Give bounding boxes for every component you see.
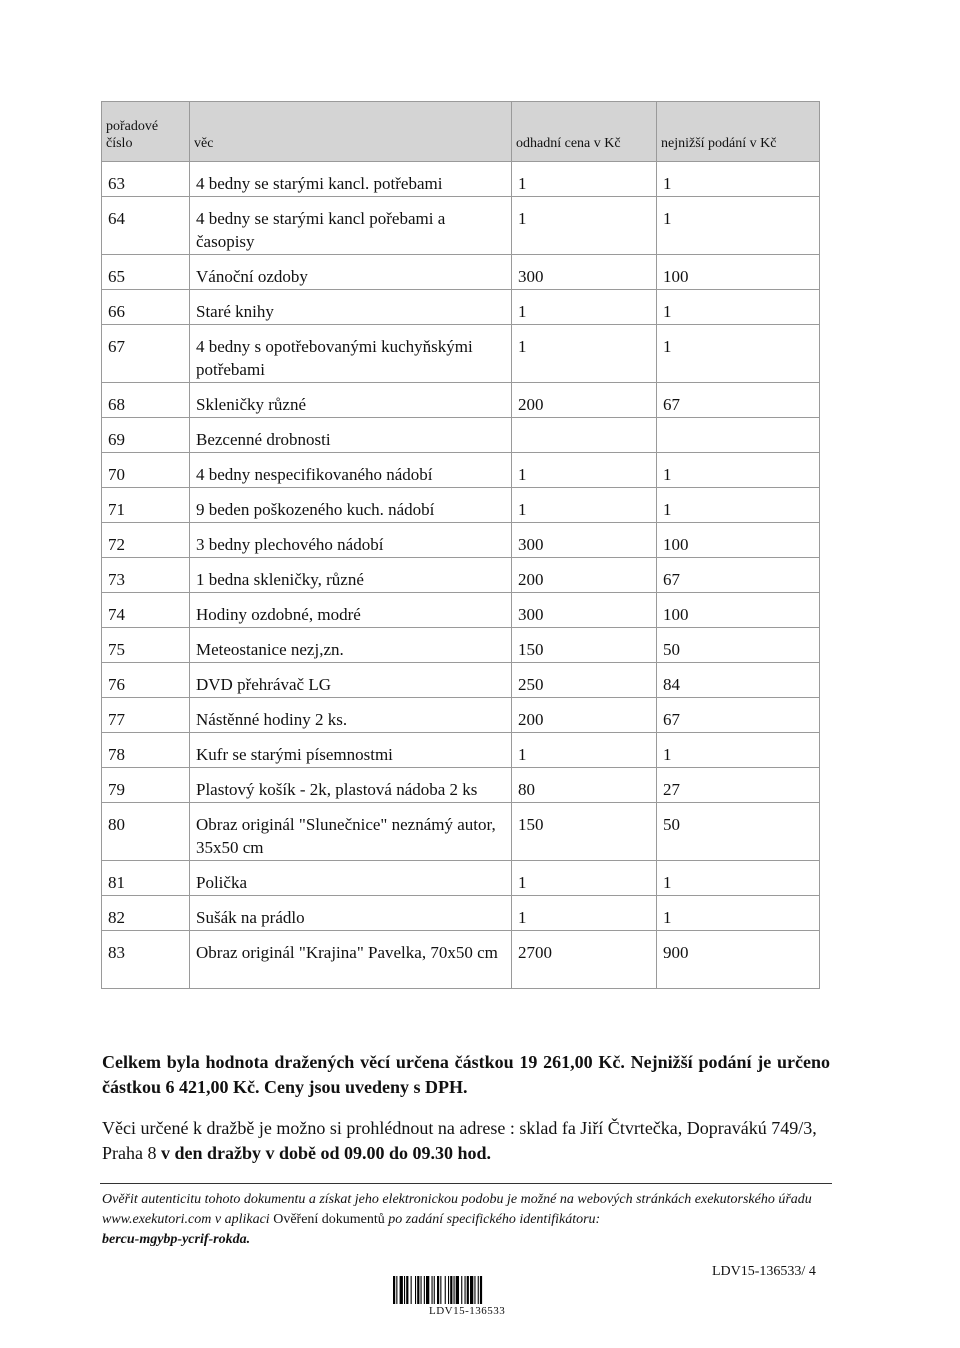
- barcode-bar: [440, 1276, 441, 1304]
- header-item-number: pořadové číslo: [102, 102, 190, 162]
- item-description: DVD přehrávač LG: [190, 663, 512, 698]
- barcode-bar: [411, 1276, 412, 1304]
- verification-text: Ověřit autenticitu tohoto dokumentu a získat jeho elektronickou podobu je možné na webových stránkách exekutorského úřadu www.exekutori.com v aplikaci: [102, 1192, 812, 1227]
- item-description: Sušák na prádlo: [190, 896, 512, 931]
- table-row: [102, 523, 820, 558]
- table-row: [102, 290, 820, 325]
- item-description: Hodiny ozdobné, modré: [190, 593, 512, 628]
- barcode-bar: [465, 1276, 466, 1304]
- item-number: 80: [102, 803, 190, 861]
- barcode-bar: [400, 1276, 403, 1304]
- item-description: 1 bedna skleničky, různé: [190, 558, 512, 593]
- table-row: [102, 768, 820, 803]
- item-number: 69: [102, 418, 190, 453]
- viewing-info-paragraph: [102, 1116, 830, 1166]
- item-description: 4 bedny s opotřebovanými kuchyňskými potřebami: [190, 325, 512, 383]
- item-number: 65: [102, 255, 190, 290]
- barcode-bar: [467, 1276, 469, 1304]
- minimum-bid: 1: [657, 861, 820, 896]
- item-number: 79: [102, 768, 190, 803]
- estimate-price: 150: [512, 803, 657, 861]
- verification-text-2: po zadání specifického identifikátoru:: [388, 1212, 601, 1227]
- barcode-bar: [406, 1276, 408, 1304]
- table-row: [102, 861, 820, 896]
- item-description: Meteostanice nezj,zn.: [190, 628, 512, 663]
- table-row: [102, 558, 820, 593]
- minimum-bid: 100: [657, 593, 820, 628]
- table-row: [102, 628, 820, 663]
- item-number: 64: [102, 197, 190, 255]
- estimate-price: [512, 418, 657, 453]
- minimum-bid: 100: [657, 255, 820, 290]
- estimate-price: 1: [512, 733, 657, 768]
- estimate-price: 200: [512, 698, 657, 733]
- item-description: Obraz originál "Slunečnice" neznámý autor, 35x50 cm: [190, 803, 512, 861]
- item-description: 3 bedny plechového nádobí: [190, 523, 512, 558]
- minimum-bid: 1: [657, 896, 820, 931]
- summary-paragraph: Celkem byla hodnota dražených věcí určena částkou 19 261,00 Kč. Nejnižší podání je určeno částkou 6 421,00 Kč. Ceny jsou uvedeny s DPH.: [102, 1052, 830, 1097]
- barcode-bar: [456, 1276, 459, 1304]
- item-number: 70: [102, 453, 190, 488]
- barcode-bar: [434, 1276, 435, 1304]
- barcode-bar: [404, 1276, 405, 1304]
- barcode-bar: [448, 1276, 449, 1304]
- item-number: 82: [102, 896, 190, 931]
- header-item: věc: [190, 102, 512, 162]
- item-number: 74: [102, 593, 190, 628]
- table-row: [102, 488, 820, 523]
- estimate-price: 200: [512, 558, 657, 593]
- barcode-bar: [480, 1276, 482, 1304]
- minimum-bid: 67: [657, 383, 820, 418]
- minimum-bid: 1: [657, 325, 820, 383]
- table-row: [102, 418, 820, 453]
- barcode-bar: [437, 1276, 439, 1304]
- estimate-price: 1: [512, 453, 657, 488]
- item-description: Skleničky různé: [190, 383, 512, 418]
- barcode-bar: [445, 1276, 446, 1304]
- item-description: 4 bedny se starými kancl pořebami a časopisy: [190, 197, 512, 255]
- header-minimum-bid: nejnižší podání v Kč: [657, 102, 820, 162]
- item-description: Nástěnné hodiny 2 ks.: [190, 698, 512, 733]
- item-description: Staré knihy: [190, 290, 512, 325]
- minimum-bid: 900: [657, 931, 820, 989]
- estimate-price: 200: [512, 383, 657, 418]
- minimum-bid: 1: [657, 162, 820, 197]
- viewing-info-text: Věci určené k dražbě je možno si prohlédnout na adrese : sklad fa Jiří Čtvrtečka, Dopravákú 749/3, Praha 8: [102, 1118, 817, 1163]
- table-row: [102, 663, 820, 698]
- minimum-bid: [657, 418, 820, 453]
- verification-app: Ověření dokumentů: [273, 1212, 385, 1227]
- barcode-bar: [432, 1276, 433, 1304]
- item-number: 63: [102, 162, 190, 197]
- item-description: Obraz originál "Krajina" Pavelka, 70x50 cm: [190, 931, 512, 989]
- minimum-bid: 27: [657, 768, 820, 803]
- item-number: 83: [102, 931, 190, 989]
- item-description: Polička: [190, 861, 512, 896]
- estimate-price: 1: [512, 197, 657, 255]
- estimate-price: 1: [512, 896, 657, 931]
- minimum-bid: 50: [657, 628, 820, 663]
- table-row: [102, 733, 820, 768]
- minimum-bid: 1: [657, 197, 820, 255]
- item-number: 66: [102, 290, 190, 325]
- item-description: Vánoční ozdoby: [190, 255, 512, 290]
- estimate-price: 300: [512, 523, 657, 558]
- table-header-row: [102, 102, 820, 162]
- barcode-bar: [421, 1276, 422, 1304]
- table-row: [102, 383, 820, 418]
- item-description: 9 beden poškozeného kuch. nádobí: [190, 488, 512, 523]
- minimum-bid: 1: [657, 488, 820, 523]
- estimate-price: 1: [512, 488, 657, 523]
- table-row: [102, 698, 820, 733]
- barcode-bar: [426, 1276, 429, 1304]
- item-number: 67: [102, 325, 190, 383]
- table-row: [102, 896, 820, 931]
- auction-items-table: [101, 101, 820, 989]
- estimate-price: 150: [512, 628, 657, 663]
- table-row: [102, 593, 820, 628]
- document-id: LDV15-136533/ 4: [712, 1264, 816, 1279]
- barcode-bar: [450, 1276, 452, 1304]
- minimum-bid: 100: [657, 523, 820, 558]
- table-row: [102, 197, 820, 255]
- minimum-bid: 67: [657, 558, 820, 593]
- barcode-number: LDV15-136533: [429, 1305, 506, 1317]
- item-description: 4 bedny nespecifikovaného nádobí: [190, 453, 512, 488]
- minimum-bid: 1: [657, 733, 820, 768]
- minimum-bid: 67: [657, 698, 820, 733]
- item-number: 81: [102, 861, 190, 896]
- barcode-bar: [474, 1276, 475, 1304]
- minimum-bid: 50: [657, 803, 820, 861]
- item-number: 76: [102, 663, 190, 698]
- minimum-bid: 1: [657, 453, 820, 488]
- barcode-bar: [396, 1276, 397, 1304]
- barcode: [393, 1276, 573, 1304]
- item-number: 75: [102, 628, 190, 663]
- estimate-price: 1: [512, 290, 657, 325]
- barcode-bar: [415, 1276, 416, 1304]
- item-description: Kufr se starými písemnostmi: [190, 733, 512, 768]
- barcode-bar: [393, 1276, 395, 1304]
- footer-divider: [100, 1183, 832, 1184]
- item-description: Bezcenné drobnosti: [190, 418, 512, 453]
- barcode-bar: [424, 1276, 425, 1304]
- estimate-price: 2700: [512, 931, 657, 989]
- barcode-bar: [478, 1276, 479, 1304]
- item-number: 77: [102, 698, 190, 733]
- table-row: [102, 162, 820, 197]
- item-description: 4 bedny se starými kancl. potřebami: [190, 162, 512, 197]
- estimate-price: 300: [512, 593, 657, 628]
- verification-code: bercu-mgybp-ycrif-rokda.: [102, 1232, 251, 1247]
- item-number: 68: [102, 383, 190, 418]
- header-estimate: odhadní cena v Kč: [512, 102, 657, 162]
- viewing-info-time: v den dražby v době od 09.00 do 09.30 hod.: [160, 1143, 492, 1163]
- estimate-price: 250: [512, 663, 657, 698]
- estimate-price: 1: [512, 325, 657, 383]
- item-number: 71: [102, 488, 190, 523]
- barcode-bar: [454, 1276, 455, 1304]
- item-number: 72: [102, 523, 190, 558]
- table-row: [102, 931, 820, 989]
- barcode-bar: [417, 1276, 419, 1304]
- verification-note: [102, 1190, 822, 1250]
- item-description: Plastový košík - 2k, plastová nádoba 2 ks: [190, 768, 512, 803]
- table-row: [102, 325, 820, 383]
- minimum-bid: 84: [657, 663, 820, 698]
- estimate-price: 1: [512, 861, 657, 896]
- barcode-bar: [470, 1276, 473, 1304]
- minimum-bid: 1: [657, 290, 820, 325]
- table-row: [102, 803, 820, 861]
- estimate-price: 1: [512, 162, 657, 197]
- item-number: 78: [102, 733, 190, 768]
- estimate-price: 300: [512, 255, 657, 290]
- table-row: [102, 453, 820, 488]
- estimate-price: 80: [512, 768, 657, 803]
- item-number: 73: [102, 558, 190, 593]
- table-row: [102, 255, 820, 290]
- barcode-bar: [461, 1276, 462, 1304]
